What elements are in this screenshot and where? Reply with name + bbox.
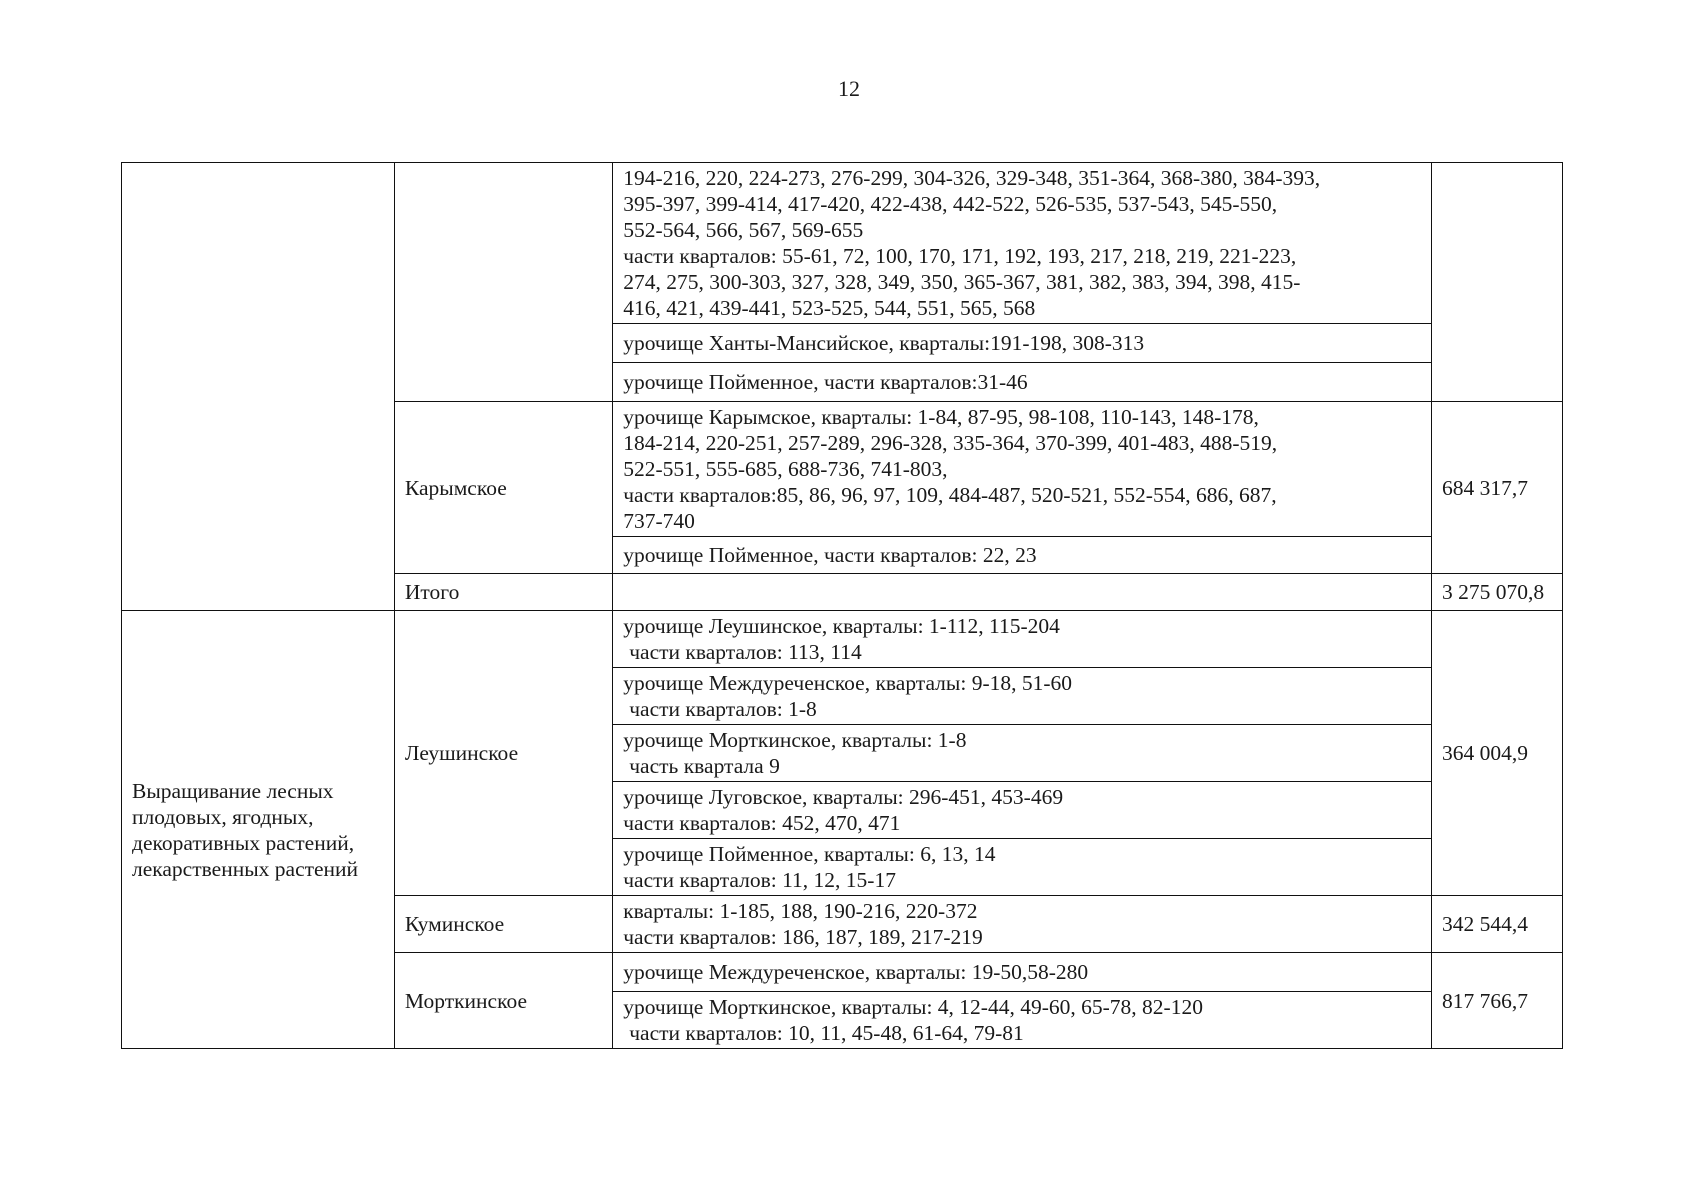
description-line: 274, 275, 300-303, 327, 328, 349, 350, 365-367, 381, 382, 383, 394, 398, 415- bbox=[623, 270, 1301, 294]
table-row bbox=[122, 611, 1563, 668]
description-line: части кварталов: 11, 12, 15-17 bbox=[623, 868, 896, 892]
description-line: 737-740 bbox=[623, 509, 695, 533]
description-line: урочище Пойменное, части кварталов: 22, 23 bbox=[623, 543, 1037, 567]
area-value: 684 317,7 bbox=[1431, 402, 1562, 574]
description-line: 395-397, 399-414, 417-420, 422-438, 442-522, 526-535, 537-543, 545-550, bbox=[623, 192, 1278, 216]
description-line: кварталы: 1-185, 188, 190-216, 220-372 bbox=[623, 899, 978, 923]
description-cell-empty bbox=[613, 574, 1432, 611]
description-line: части кварталов:85, 86, 96, 97, 109, 484-487, 520-521, 552-554, 686, 687, bbox=[623, 483, 1277, 507]
description-cell bbox=[613, 725, 1432, 782]
description-line: части кварталов: 55-61, 72, 100, 170, 171, 192, 193, 217, 218, 219, 221-223, bbox=[623, 244, 1297, 268]
description-line: урочище Междуреченское, кварталы: 9-18, 51-60 bbox=[623, 671, 1073, 695]
description-line: 184-214, 220-251, 257-289, 296-328, 335-364, 370-399, 401-483, 488-519, bbox=[623, 431, 1278, 455]
description-line: 194-216, 220, 224-273, 276-299, 304-326, 329-348, 351-364, 368-380, 384-393, bbox=[623, 166, 1321, 190]
description-cell bbox=[613, 839, 1432, 896]
description-line: части кварталов: 113, 114 bbox=[629, 640, 862, 664]
description-cell bbox=[613, 953, 1432, 992]
page-number: 12 bbox=[838, 76, 860, 101]
activity-name: Выращивание лесных плодовых, ягодных, декоративных растений, лекарственных растений bbox=[122, 611, 395, 1049]
description-line: урочище Луговское, кварталы: 296-451, 453-469 bbox=[623, 785, 1064, 809]
area-cell-empty bbox=[1431, 163, 1562, 402]
forestry-name: Леушинское bbox=[394, 611, 612, 896]
description-cell bbox=[613, 363, 1432, 402]
description-cell bbox=[613, 324, 1432, 363]
area-value: 342 544,4 bbox=[1431, 896, 1562, 953]
forestry-name: Куминское bbox=[394, 896, 612, 953]
description-line: урочище Карымское, кварталы: 1-84, 87-95, 98-108, 110-143, 148-178, bbox=[623, 405, 1259, 429]
description-line: урочище Морткинское, кварталы: 1-8 bbox=[623, 728, 967, 752]
description-cell bbox=[613, 668, 1432, 725]
description-line: части кварталов: 452, 470, 471 bbox=[623, 811, 901, 835]
description-cell bbox=[613, 611, 1432, 668]
forestry-cell-empty bbox=[394, 163, 612, 402]
area-value: 817 766,7 bbox=[1431, 953, 1562, 1049]
description-cell bbox=[613, 782, 1432, 839]
description-cell bbox=[613, 992, 1432, 1049]
description-line: урочище Морткинское, кварталы: 4, 12-44, 49-60, 65-78, 82-120 bbox=[623, 995, 1203, 1019]
table-row bbox=[122, 163, 1563, 324]
activity-cell-empty bbox=[122, 163, 395, 611]
description-line: урочище Пойменное, части кварталов:31-46 bbox=[623, 370, 1028, 394]
forestry-name: Карымское bbox=[394, 402, 612, 574]
description-line: части кварталов: 1-8 bbox=[629, 697, 817, 721]
description-cell bbox=[613, 537, 1432, 574]
description-line: части кварталов: 10, 11, 45-48, 61-64, 79-81 bbox=[629, 1021, 1024, 1045]
forest-allocation-table bbox=[121, 162, 1563, 1049]
total-value: 3 275 070,8 bbox=[1431, 574, 1562, 611]
description-cell bbox=[613, 896, 1432, 953]
description-cell bbox=[613, 163, 1432, 324]
description-line: 416, 421, 439-441, 523-525, 544, 551, 565, 568 bbox=[623, 296, 1036, 320]
description-line: урочище Леушинское, кварталы: 1-112, 115-204 bbox=[623, 614, 1060, 638]
description-line: урочище Пойменное, кварталы: 6, 13, 14 bbox=[623, 842, 996, 866]
description-line: урочище Ханты-Мансийское, кварталы:191-198, 308-313 bbox=[623, 331, 1145, 355]
description-line: 552-564, 566, 567, 569-655 bbox=[623, 218, 864, 242]
description-line: 522-551, 555-685, 688-736, 741-803, bbox=[623, 457, 948, 481]
total-label: Итого bbox=[394, 574, 612, 611]
description-cell bbox=[613, 402, 1432, 537]
forestry-name: Морткинское bbox=[394, 953, 612, 1049]
description-line: части кварталов: 186, 187, 189, 217-219 bbox=[623, 925, 983, 949]
description-line: урочище Междуреченское, кварталы: 19-50,58-280 bbox=[623, 960, 1089, 984]
area-value: 364 004,9 bbox=[1431, 611, 1562, 896]
description-line: часть квартала 9 bbox=[629, 754, 780, 778]
